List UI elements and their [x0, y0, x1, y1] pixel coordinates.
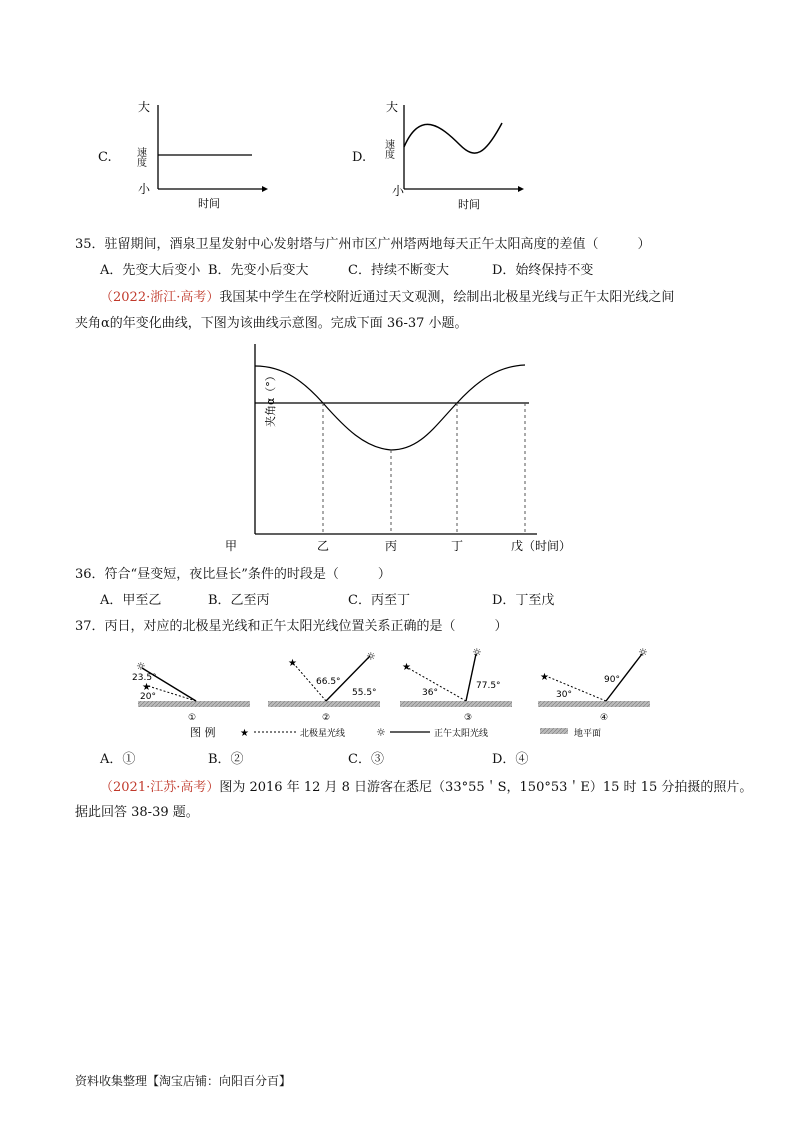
- sun-icon-4: ☼: [638, 646, 648, 659]
- svg-text:66.5°: 66.5°: [316, 677, 341, 687]
- q35-option-a[interactable]: A．先变大后变小: [100, 263, 201, 278]
- q37-stem: 37．丙日，对应的北极星光线和正午太阳光线位置关系正确的是（ ）: [75, 619, 508, 634]
- svg-text:30°: 30°: [556, 690, 572, 700]
- sun-icon-3: ☼: [472, 646, 482, 659]
- tick-yi: 乙: [317, 539, 330, 553]
- legend-sun-icon: ☼: [376, 726, 386, 739]
- q35-stem: 35．驻留期间，酒泉卫星发射中心发射塔与广州市区广州塔两地每天正午太阳高度的差值（ ）: [75, 237, 651, 252]
- q36-option-d[interactable]: D．丁至戊: [492, 593, 555, 608]
- q36-option-c[interactable]: C．丙至丁: [348, 593, 410, 608]
- tick-bing: 丙: [385, 539, 398, 553]
- q36-option-b[interactable]: B．乙至丙: [208, 593, 270, 608]
- label-n3: ③: [464, 713, 473, 723]
- axis-time-label: 时间: [198, 197, 220, 210]
- polaris-ray-4: [546, 676, 606, 701]
- graph-d: [380, 95, 530, 215]
- label-n4: ④: [600, 713, 609, 723]
- graph-c: [130, 95, 270, 215]
- svg-text:23.5°: 23.5°: [132, 673, 157, 683]
- label-n1: ①: [188, 713, 197, 723]
- axis-speed-label: 速度: [134, 147, 146, 167]
- sun-icon-2: ☼: [366, 650, 376, 663]
- speed-wave-curve: [404, 123, 502, 153]
- tick-wu: 戊（时间）: [511, 539, 572, 553]
- svg-text:速度: 速度: [382, 139, 394, 159]
- star-icon-3: ★: [402, 662, 411, 673]
- angle-curve-chart: [225, 338, 575, 556]
- q35-option-d[interactable]: D．始终保持不变: [492, 263, 594, 278]
- ground-2: [268, 701, 380, 707]
- q36-option-a[interactable]: A．甲至乙: [100, 593, 162, 608]
- legend-sun: 正午太阳光线: [434, 729, 489, 739]
- svg-text:大: 大: [386, 100, 399, 114]
- legend-star-icon: ★: [240, 728, 249, 739]
- axis-small-label: 小: [138, 182, 151, 196]
- svg-text:77.5°: 77.5°: [476, 681, 501, 691]
- q35-option-b[interactable]: B．先变小后变大: [208, 263, 309, 278]
- svg-text:36°: 36°: [422, 688, 438, 698]
- q36-stem: 36．符合“昼变短，夜比昼长”条件的时段是（ ）: [75, 567, 391, 582]
- label-n2: ②: [322, 713, 331, 723]
- svg-text:小: 小: [392, 184, 405, 198]
- star-icon-4: ★: [540, 672, 549, 683]
- legend-title: 图 例: [190, 726, 216, 739]
- source-2022: （2022·浙江·高考）: [100, 290, 220, 305]
- svg-text:20°: 20°: [140, 692, 156, 702]
- intro-2022-line2: 夹角α的年变化曲线，下图为该曲线示意图。完成下面 36-37 小题。: [75, 316, 468, 331]
- q35-option-c[interactable]: C．持续不断变大: [348, 263, 449, 278]
- svg-text:90°: 90°: [604, 675, 620, 685]
- intro-2021-line1: （2021·江苏·高考）图为 2016 年 12 月 8 日游客在悉尼（33°55＇S，150°53＇E）15 时 15 分拍摄的照片。: [100, 780, 753, 795]
- page-footer: 资料收集整理【淘宝店铺：向阳百分百】: [75, 1074, 292, 1088]
- svg-text:55.5°: 55.5°: [352, 688, 377, 698]
- q37-option-b[interactable]: B．②: [208, 752, 244, 767]
- light-angle-diagram: [130, 640, 670, 740]
- intro-2021-line2: 据此回答 38-39 题。: [75, 805, 199, 820]
- tick-jia: 甲: [225, 539, 238, 553]
- axis-big-label: 大: [138, 100, 151, 114]
- star-icon-1: ★: [142, 682, 151, 693]
- sun-ray-3: [466, 654, 476, 701]
- q37-option-d[interactable]: D．④: [492, 752, 529, 767]
- q37-option-a[interactable]: A．①: [100, 752, 136, 767]
- star-icon-2: ★: [288, 658, 297, 669]
- svg-text:时间: 时间: [458, 198, 480, 211]
- ground-3: [400, 701, 512, 707]
- legend-ground: 地平面: [574, 729, 602, 739]
- q37-option-c[interactable]: C．③: [348, 752, 384, 767]
- ground-4: [538, 701, 650, 707]
- intro-2022-line1: （2022·浙江·高考）我国某中学生在学校附近通过天文观测，绘制出北极星光线与正午太阳光线之间: [100, 290, 675, 305]
- option-c-letter: C.: [98, 150, 112, 165]
- tick-ding: 丁: [451, 539, 464, 553]
- legend-polaris: 北极星光线: [300, 729, 346, 739]
- source-2021: （2021·江苏·高考）: [100, 780, 220, 795]
- angle-curve: [255, 365, 525, 450]
- y-axis-label: 夹角α（°）: [264, 370, 277, 427]
- option-d-letter: D.: [352, 150, 367, 165]
- sun-icon-1: ☼: [136, 660, 146, 673]
